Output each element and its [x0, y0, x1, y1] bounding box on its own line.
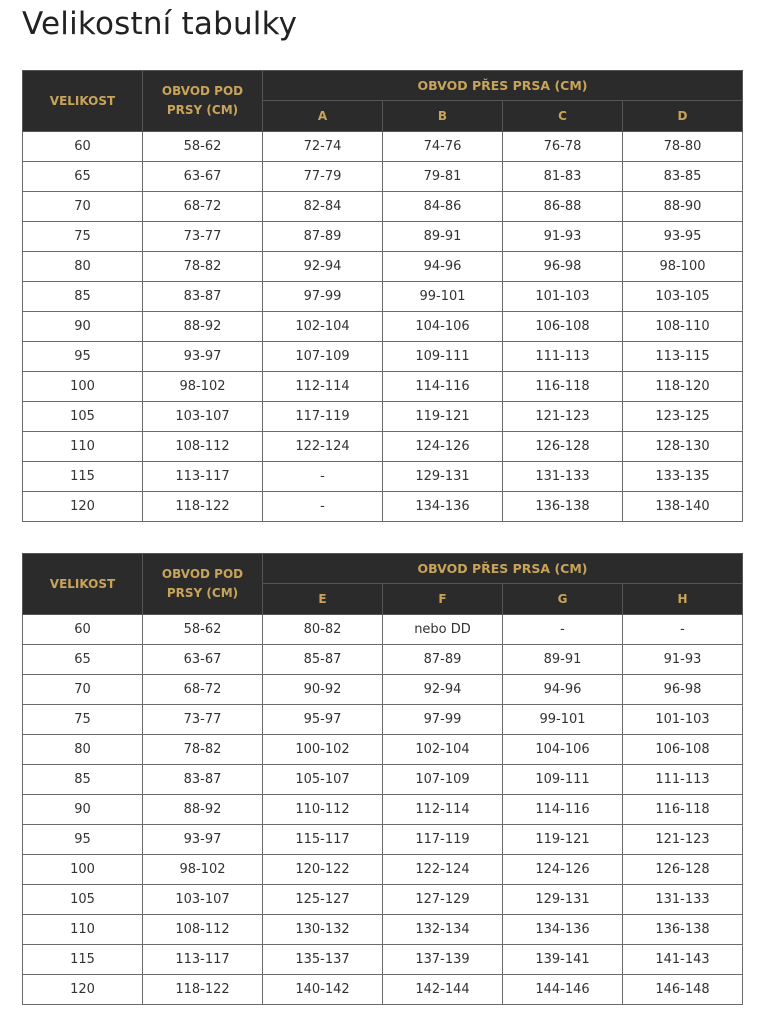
size-cell: 85 [23, 282, 143, 312]
bust-cell: 144-146 [503, 975, 623, 1005]
header-cup: H [623, 584, 743, 615]
header-underbust: OBVOD POD PRSY (CM) [143, 554, 263, 615]
underbust-cell: 63-67 [143, 162, 263, 192]
bust-cell: 136-138 [503, 492, 623, 522]
header-cup: B [383, 101, 503, 132]
bust-cell: 91-93 [623, 645, 743, 675]
table-row [23, 192, 743, 222]
underbust-cell: 98-102 [143, 855, 263, 885]
bust-cell: 104-106 [383, 312, 503, 342]
underbust-cell: 68-72 [143, 675, 263, 705]
table-row [23, 615, 743, 645]
size-cell: 105 [23, 885, 143, 915]
table-row [23, 675, 743, 705]
bust-cell: nebo DD [383, 615, 503, 645]
bust-cell: 89-91 [383, 222, 503, 252]
bust-cell: 109-111 [383, 342, 503, 372]
bust-cell: 82-84 [263, 192, 383, 222]
bust-cell: 112-114 [263, 372, 383, 402]
bust-cell: - [263, 492, 383, 522]
bust-cell: 89-91 [503, 645, 623, 675]
bust-cell: 104-106 [503, 735, 623, 765]
bust-cell: 74-76 [383, 132, 503, 162]
bust-cell: 107-109 [263, 342, 383, 372]
bust-cell: 139-141 [503, 945, 623, 975]
bust-cell: 119-121 [383, 402, 503, 432]
bust-cell: 140-142 [263, 975, 383, 1005]
bust-cell: 80-82 [263, 615, 383, 645]
bust-cell: 106-108 [503, 312, 623, 342]
size-cell: 85 [23, 765, 143, 795]
table-row [23, 492, 743, 522]
size-cell: 115 [23, 945, 143, 975]
bust-cell: 97-99 [383, 705, 503, 735]
page-title: Velikostní tabulky [22, 6, 298, 42]
bust-cell: 131-133 [503, 462, 623, 492]
table-body [23, 132, 743, 522]
bust-cell: 124-126 [383, 432, 503, 462]
bust-cell: 101-103 [503, 282, 623, 312]
bust-cell: 137-139 [383, 945, 503, 975]
bust-cell: 130-132 [263, 915, 383, 945]
underbust-cell: 83-87 [143, 765, 263, 795]
size-cell: 75 [23, 705, 143, 735]
bust-cell: 118-120 [623, 372, 743, 402]
size-cell: 70 [23, 192, 143, 222]
bust-cell: 122-124 [263, 432, 383, 462]
underbust-cell: 93-97 [143, 342, 263, 372]
header-cup: D [623, 101, 743, 132]
bust-cell: 90-92 [263, 675, 383, 705]
underbust-cell: 88-92 [143, 312, 263, 342]
size-cell: 75 [23, 222, 143, 252]
bust-cell: 103-105 [623, 282, 743, 312]
size-table-cups-e-h [22, 553, 743, 1005]
bust-cell: 77-79 [263, 162, 383, 192]
bust-cell: 117-119 [383, 825, 503, 855]
table-row [23, 825, 743, 855]
bust-cell: 136-138 [623, 915, 743, 945]
underbust-cell: 68-72 [143, 192, 263, 222]
underbust-cell: 78-82 [143, 735, 263, 765]
bust-cell: 84-86 [383, 192, 503, 222]
table-row [23, 705, 743, 735]
bust-cell: 88-90 [623, 192, 743, 222]
bust-cell: 95-97 [263, 705, 383, 735]
table-row [23, 222, 743, 252]
bust-cell: 133-135 [623, 462, 743, 492]
bust-cell: 110-112 [263, 795, 383, 825]
underbust-cell: 58-62 [143, 615, 263, 645]
size-cell: 90 [23, 312, 143, 342]
underbust-cell: 73-77 [143, 222, 263, 252]
bust-cell: 102-104 [383, 735, 503, 765]
table-row [23, 462, 743, 492]
header-cup: F [383, 584, 503, 615]
table-row [23, 252, 743, 282]
bust-cell: 125-127 [263, 885, 383, 915]
bust-cell: 98-100 [623, 252, 743, 282]
bust-cell: 76-78 [503, 132, 623, 162]
size-cell: 90 [23, 795, 143, 825]
bust-cell: 109-111 [503, 765, 623, 795]
bust-cell: 126-128 [623, 855, 743, 885]
underbust-cell: 93-97 [143, 825, 263, 855]
bust-cell: 101-103 [623, 705, 743, 735]
bust-cell: 113-115 [623, 342, 743, 372]
size-cell: 80 [23, 252, 143, 282]
bust-cell: 92-94 [263, 252, 383, 282]
bust-cell: 124-126 [503, 855, 623, 885]
table-row [23, 735, 743, 765]
bust-cell: 94-96 [383, 252, 503, 282]
bust-cell: 112-114 [383, 795, 503, 825]
bust-cell: 72-74 [263, 132, 383, 162]
bust-cell: 108-110 [623, 312, 743, 342]
size-cell: 120 [23, 492, 143, 522]
bust-cell: 129-131 [503, 885, 623, 915]
table-row [23, 402, 743, 432]
header-size: VELIKOST [23, 71, 143, 132]
bust-cell: 141-143 [623, 945, 743, 975]
bust-cell: - [263, 462, 383, 492]
bust-cell: 100-102 [263, 735, 383, 765]
table-row [23, 765, 743, 795]
size-cell: 105 [23, 402, 143, 432]
bust-cell: 99-101 [503, 705, 623, 735]
bust-cell: 117-119 [263, 402, 383, 432]
size-cell: 115 [23, 462, 143, 492]
underbust-cell: 73-77 [143, 705, 263, 735]
underbust-cell: 63-67 [143, 645, 263, 675]
bust-cell: 107-109 [383, 765, 503, 795]
bust-cell: 96-98 [623, 675, 743, 705]
bust-cell: 96-98 [503, 252, 623, 282]
table-row [23, 282, 743, 312]
bust-cell: 114-116 [383, 372, 503, 402]
bust-cell: 126-128 [503, 432, 623, 462]
bust-cell: 146-148 [623, 975, 743, 1005]
bust-cell: 111-113 [623, 765, 743, 795]
bust-cell: 116-118 [503, 372, 623, 402]
bust-cell: - [623, 615, 743, 645]
bust-cell: 79-81 [383, 162, 503, 192]
table-row [23, 132, 743, 162]
size-cell: 100 [23, 372, 143, 402]
size-cell: 60 [23, 615, 143, 645]
header-cup: E [263, 584, 383, 615]
underbust-cell: 103-107 [143, 885, 263, 915]
table-row [23, 372, 743, 402]
bust-cell: 123-125 [623, 402, 743, 432]
bust-cell: 97-99 [263, 282, 383, 312]
bust-cell: 99-101 [383, 282, 503, 312]
header-bust: OBVOD PŘES PRSA (CM) [263, 554, 743, 584]
bust-cell: 131-133 [623, 885, 743, 915]
underbust-cell: 103-107 [143, 402, 263, 432]
bust-cell: 128-130 [623, 432, 743, 462]
size-cell: 60 [23, 132, 143, 162]
bust-cell: 87-89 [383, 645, 503, 675]
size-table-cups-a-d [22, 70, 743, 522]
table-row [23, 645, 743, 675]
bust-cell: 92-94 [383, 675, 503, 705]
bust-cell: 111-113 [503, 342, 623, 372]
bust-cell: 85-87 [263, 645, 383, 675]
table-row [23, 975, 743, 1005]
table-body [23, 615, 743, 1005]
bust-cell: 106-108 [623, 735, 743, 765]
bust-cell: 129-131 [383, 462, 503, 492]
bust-cell: 121-123 [503, 402, 623, 432]
table-row [23, 432, 743, 462]
bust-cell: 119-121 [503, 825, 623, 855]
underbust-cell: 98-102 [143, 372, 263, 402]
size-cell: 95 [23, 342, 143, 372]
table-row [23, 312, 743, 342]
bust-cell: 134-136 [503, 915, 623, 945]
bust-cell: - [503, 615, 623, 645]
bust-cell: 78-80 [623, 132, 743, 162]
size-cell: 80 [23, 735, 143, 765]
underbust-cell: 113-117 [143, 462, 263, 492]
bust-cell: 87-89 [263, 222, 383, 252]
size-cell: 65 [23, 645, 143, 675]
table-row [23, 342, 743, 372]
bust-cell: 132-134 [383, 915, 503, 945]
bust-cell: 138-140 [623, 492, 743, 522]
table-row [23, 162, 743, 192]
bust-cell: 81-83 [503, 162, 623, 192]
bust-cell: 135-137 [263, 945, 383, 975]
bust-cell: 121-123 [623, 825, 743, 855]
bust-cell: 115-117 [263, 825, 383, 855]
bust-cell: 116-118 [623, 795, 743, 825]
underbust-cell: 108-112 [143, 432, 263, 462]
header-cup: A [263, 101, 383, 132]
bust-cell: 114-116 [503, 795, 623, 825]
size-cell: 110 [23, 915, 143, 945]
underbust-cell: 83-87 [143, 282, 263, 312]
underbust-cell: 113-117 [143, 945, 263, 975]
bust-cell: 86-88 [503, 192, 623, 222]
size-cell: 100 [23, 855, 143, 885]
table-row [23, 915, 743, 945]
header-bust: OBVOD PŘES PRSA (CM) [263, 71, 743, 101]
header-cup: G [503, 584, 623, 615]
header-cup: C [503, 101, 623, 132]
bust-cell: 134-136 [383, 492, 503, 522]
bust-cell: 122-124 [383, 855, 503, 885]
table-row [23, 795, 743, 825]
size-cell: 120 [23, 975, 143, 1005]
bust-cell: 93-95 [623, 222, 743, 252]
underbust-cell: 118-122 [143, 492, 263, 522]
bust-cell: 91-93 [503, 222, 623, 252]
underbust-cell: 78-82 [143, 252, 263, 282]
table-row [23, 945, 743, 975]
bust-cell: 120-122 [263, 855, 383, 885]
size-cell: 70 [23, 675, 143, 705]
underbust-cell: 108-112 [143, 915, 263, 945]
bust-cell: 83-85 [623, 162, 743, 192]
bust-cell: 102-104 [263, 312, 383, 342]
bust-cell: 142-144 [383, 975, 503, 1005]
bust-cell: 127-129 [383, 885, 503, 915]
bust-cell: 94-96 [503, 675, 623, 705]
table-row [23, 855, 743, 885]
table-row [23, 885, 743, 915]
size-cell: 110 [23, 432, 143, 462]
header-size: VELIKOST [23, 554, 143, 615]
header-underbust: OBVOD POD PRSY (CM) [143, 71, 263, 132]
underbust-cell: 118-122 [143, 975, 263, 1005]
size-cell: 65 [23, 162, 143, 192]
underbust-cell: 58-62 [143, 132, 263, 162]
underbust-cell: 88-92 [143, 795, 263, 825]
bust-cell: 105-107 [263, 765, 383, 795]
size-cell: 95 [23, 825, 143, 855]
